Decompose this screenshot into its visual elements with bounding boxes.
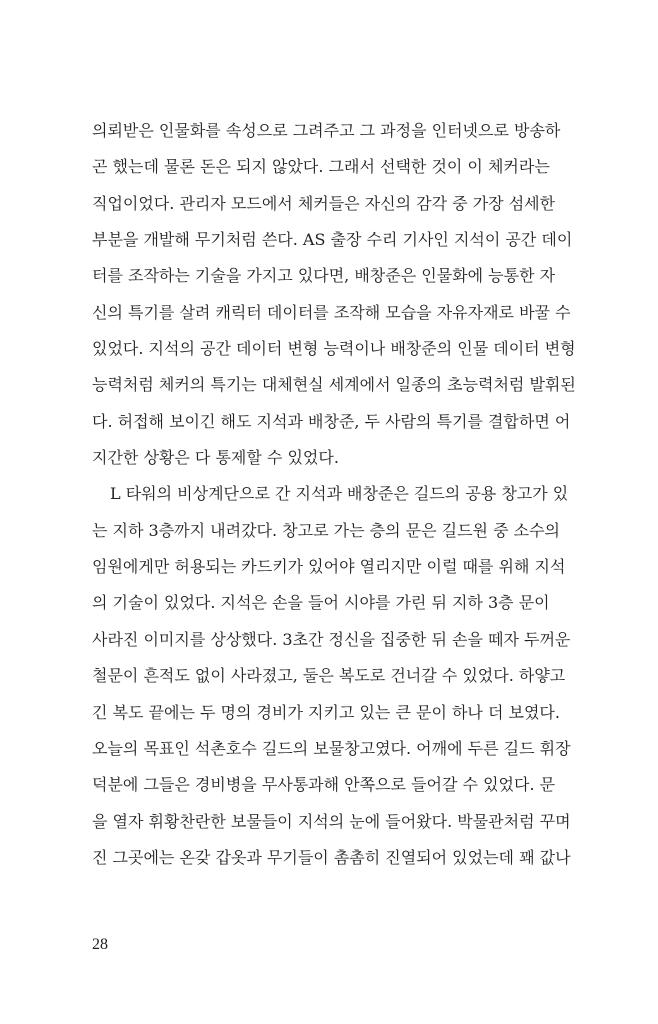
text-line: 철문이 흔적도 없이 사라졌고, 둘은 복도로 건너갈 수 있었다. 하얗고 bbox=[92, 666, 566, 686]
text-line: 능력처럼 체커의 특기는 대체현실 세계에서 일종의 초능력처럼 발휘된 bbox=[92, 375, 576, 395]
page-number: 28 bbox=[92, 936, 108, 953]
text-line: 곤 했는데 물론 돈은 되지 않았다. 그래서 선택한 것이 이 체커라는 bbox=[92, 157, 550, 177]
text-line: 사라진 이미지를 상상했다. 3초간 정신을 집중한 뒤 손을 떼자 두꺼운 bbox=[92, 629, 571, 649]
body-text bbox=[92, 118, 576, 881]
text-line: 는 지하 3층까지 내려갔다. 창고로 가는 층의 문은 길드원 중 소수의 bbox=[92, 520, 560, 540]
text-line: 긴 복도 끝에는 두 명의 경비가 지키고 있는 큰 문이 하나 더 보였다. bbox=[92, 702, 560, 722]
text-line: 을 열자 휘황찬란한 보물들이 지석의 눈에 들어왔다. 박물관처럼 꾸며 bbox=[92, 811, 571, 831]
text-line: 지간한 상황은 다 통제할 수 있었다. bbox=[92, 448, 339, 468]
text-line: 다. 허접해 보이긴 해도 지석과 배창준, 두 사람의 특기를 결합하면 어 bbox=[92, 411, 571, 431]
text-line: 있었다. 지석의 공간 데이터 변형 능력이나 배창준의 인물 데이터 변형 bbox=[92, 339, 576, 359]
text-line: 의뢰받은 인물화를 속성으로 그려주고 그 과정을 인터넷으로 방송하 bbox=[92, 121, 561, 140]
text-line: 덕분에 그들은 경비병을 무사통과해 안쪽으로 들어갈 수 있었다. 문 bbox=[92, 775, 556, 795]
text-line: 터를 조작하는 기술을 가지고 있다면, 배창준은 인물화에 능통한 자 bbox=[92, 266, 556, 286]
text-line: 직업이었다. 관리자 모드에서 체커들은 자신의 감각 중 가장 섬세한 bbox=[92, 193, 556, 213]
text-line: 진 그곳에는 온갖 갑옷과 무기들이 촘촘히 진열되어 있었는데 꽤 값나 bbox=[92, 847, 571, 867]
text-line: 오늘의 목표인 석촌호수 길드의 보물창고였다. 어깨에 두른 길드 휘장 bbox=[92, 738, 571, 758]
paragraph-1 bbox=[92, 118, 576, 481]
text-line: L 타워의 비상계단으로 간 지석과 배창준은 길드의 공용 창고가 있 bbox=[110, 484, 569, 504]
text-line: 임원에게만 허용되는 카드키가 있어야 열리지만 이럴 때를 위해 지석 bbox=[92, 557, 566, 577]
text-line: 부분을 개발해 무기처럼 쓴다. AS 출장 수리 기사인 지석이 공간 데이 bbox=[92, 230, 573, 250]
paragraph-2 bbox=[92, 481, 571, 881]
text-line: 의 기술이 있었다. 지석은 손을 들어 시야를 가린 뒤 지하 3층 문이 bbox=[92, 593, 550, 613]
text-line: 신의 특기를 살려 캐릭터 데이터를 조작해 모습을 자유자재로 바꿀 수 bbox=[92, 302, 571, 322]
